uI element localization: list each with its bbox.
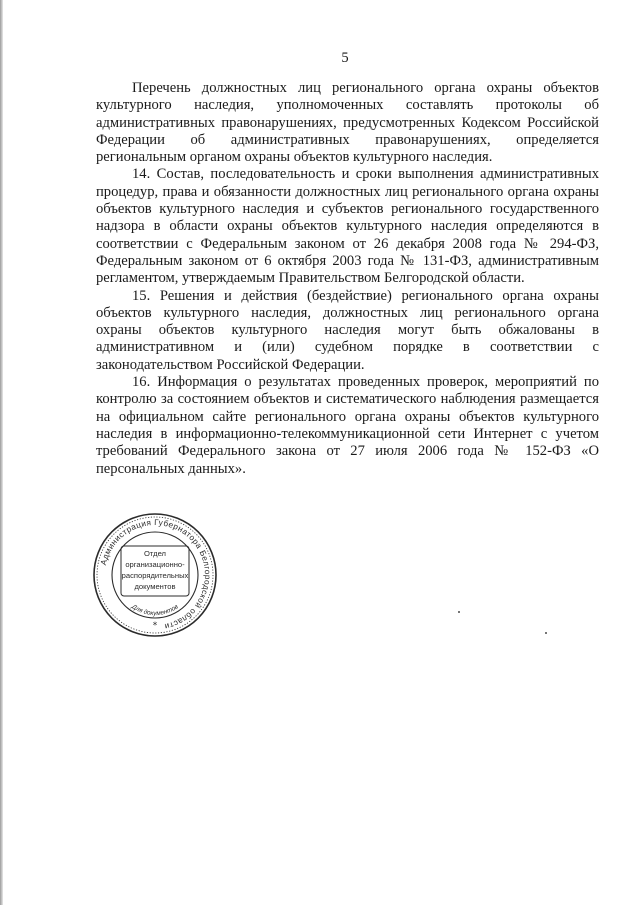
paragraph-officials-list: Перечень должностных лиц регионального органа охраны объектов культурного наследия, уполномоченных составлять протоколы об административных правонарушениях, предусмотренных Кодексом Российской Федерации об административных правонарушениях, определяется региональным органом охраны объектов культурного наследия. [96,80,599,166]
seal-star-icon: * [152,621,158,631]
seal-line-2: организационно- [125,560,185,569]
document-body [96,80,599,478]
seal-inner-text: Для документов [130,603,180,618]
paragraph-15: 15. Решения и действия (бездействие) регионального органа охраны объектов культурного наследия, должностных лиц регионального органа охраны объектов культурного наследия могут быть обжалованы в административном и (или) судебном порядке в соответствии с законодательством Российской Федерации. [96,287,599,373]
seal-graphic [92,512,218,638]
scan-speck [458,611,460,613]
seal-line-1: Отдел [144,549,166,558]
official-seal [92,512,218,638]
scan-speck [545,632,547,634]
paragraph-14: 14. Состав, последовательность и сроки выполнения административных процедур, права и обязанности должностных лиц регионального органа охраны объектов культурного наследия и субъектов регионального государственного надзора в области охраны объектов культурного наследия определяются в соответствии с Федеральным законом от 26 декабря 2008 года № 294-ФЗ, Федеральным законом от 6 октября 2003 года № 131-ФЗ, административным регламентом, утверждаемым Правительством Белгородской области. [96,166,599,287]
scan-edge [0,0,3,905]
seal-line-4: документов [134,582,176,591]
seal-line-3: распорядительных [121,571,189,580]
page-number: 5 [341,50,349,66]
paragraph-16: 16. Информация о результатах проведенных проверок, мероприятий по контролю за состоянием объектов и систематического наблюдения размещается на официальном сайте регионального органа охраны объектов культурного наследия в информационно-телекоммуникационной сети Интернет с учетом требований Федерального закона от 27 июля 2006 года № 152-ФЗ «О персональных данных». [96,374,599,477]
seal-outer-text: Администрация Губернатора Белгородской области [99,517,213,632]
